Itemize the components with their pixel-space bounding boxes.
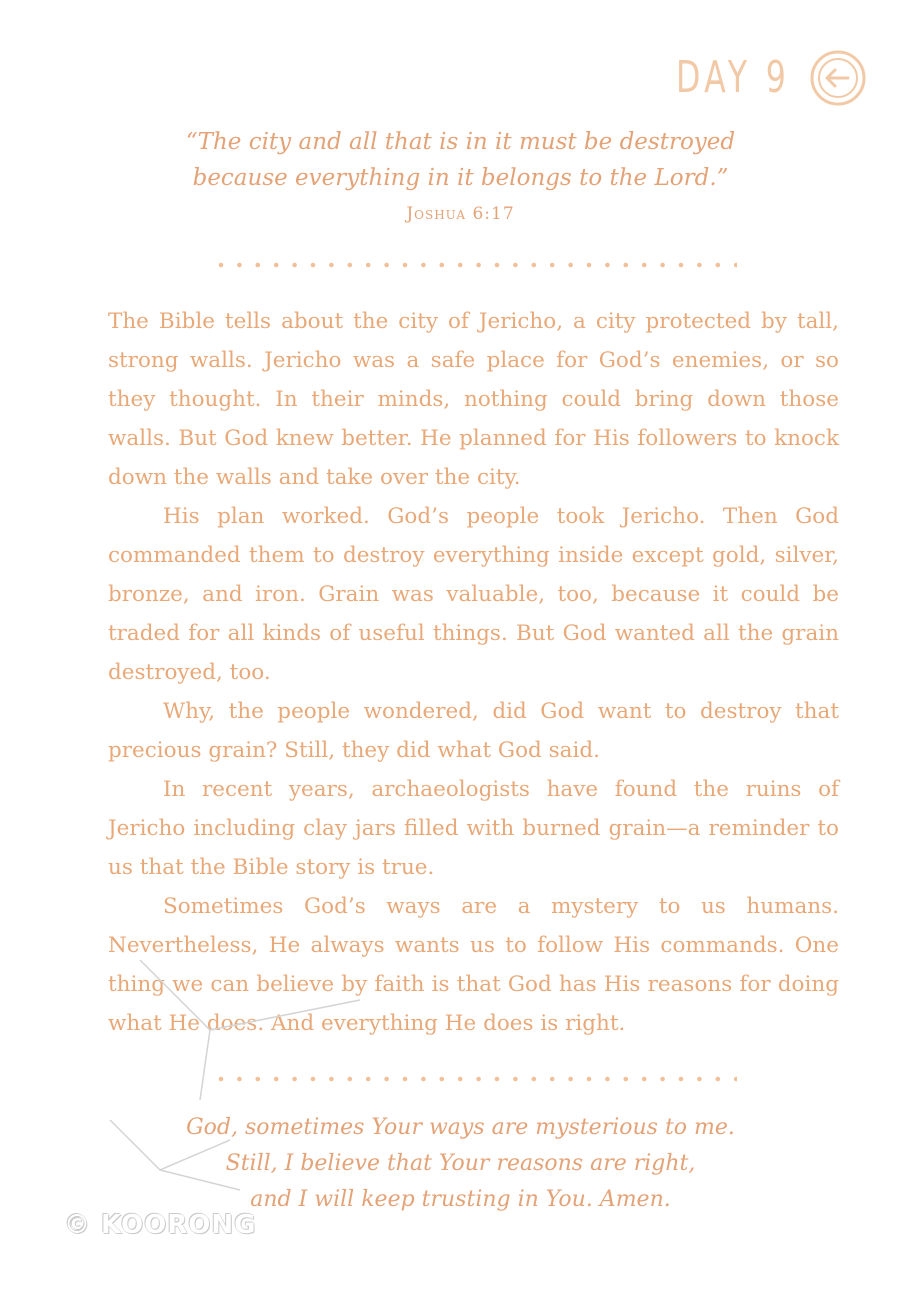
divider-dot: [495, 263, 500, 268]
divider-dot: [660, 1077, 665, 1082]
body-paragraph: In recent years, archaeologists have found the ruins of Jericho including clay jars filled with burned grain—a reminder to us that the Bible story is true.: [108, 777, 839, 880]
divider-dot: [605, 1077, 610, 1082]
divider-dot: [476, 263, 481, 268]
divider-dot: [219, 263, 224, 268]
prayer-line: Still, I believe that Your reasons are right,: [225, 1151, 696, 1176]
divider-dot: [440, 263, 445, 268]
divider-dot: [292, 263, 297, 268]
divider-dot: [532, 1077, 537, 1082]
divider-dot: [384, 263, 389, 268]
divider-dot: [458, 1077, 463, 1082]
divider-dot: [697, 263, 702, 268]
divider-dot: [716, 263, 721, 268]
body-paragraph: Sometimes God’s ways are a mystery to us humans. Nevertheless, He always wants us to follow His commands. One thing we can believe by faith is that God has His reasons for doing what He does. And everything He does is right.: [108, 894, 839, 1036]
prayer-line: God, sometimes Your ways are mysterious to me.: [186, 1115, 735, 1140]
divider-dot: [274, 263, 279, 268]
body-paragraph: The Bible tells about the city of Jericho, a city protected by tall, strong walls. Jericho was a safe place for God’s enemies, or so they thought. In their minds, nothing could bring down those walls. But God knew better. He planned for His followers to knock down the walls and take over the city.: [108, 309, 839, 490]
divider-dot: [568, 1077, 573, 1082]
quote-line: because everything in it belongs to the Lord.”: [192, 165, 729, 191]
divider-dot: [421, 263, 426, 268]
divider-dot: [624, 1077, 629, 1082]
prayer-line: and I will keep trusting in You. Amen.: [250, 1187, 671, 1212]
devotional-body: [108, 302, 839, 1043]
divider-dot: [366, 263, 371, 268]
scripture-quote: [0, 124, 921, 196]
divider-dot: [329, 263, 334, 268]
divider-dot: [568, 263, 573, 268]
divider-dot: [311, 263, 316, 268]
divider-dot: [642, 263, 647, 268]
divider-dot: [716, 1077, 721, 1082]
divider-dot: [348, 263, 353, 268]
divider-dot: [458, 263, 463, 268]
divider-dot: [605, 263, 610, 268]
quote-line: “The city and all that is in it must be destroyed: [185, 129, 736, 155]
divider-dot: [587, 1077, 592, 1082]
day-label: DAY 9: [676, 52, 791, 103]
divider-dot: [624, 263, 629, 268]
divider-dot: [697, 1077, 702, 1082]
divider-dot: [513, 1077, 518, 1082]
dotted-divider-top: [217, 261, 737, 269]
divider-dot: [476, 1077, 481, 1082]
divider-dot: [550, 263, 555, 268]
divider-dot: [440, 1077, 445, 1082]
body-paragraph: His plan worked. God’s people took Jericho. Then God commanded them to destroy everything inside except gold, silver, bronze, and iron. Grain was valuable, too, because it could be traded for all kinds of useful things. But God wanted all the grain destroyed, too.: [108, 504, 839, 685]
watermark-book-outline: [100, 940, 420, 1200]
body-paragraph: Why, the people wondered, did God want to destroy that precious grain? Still, they did what God said.: [108, 699, 839, 763]
circle-back-arrow-icon[interactable]: [808, 48, 868, 108]
divider-dot: [550, 1077, 555, 1082]
divider-dot: [403, 263, 408, 268]
divider-dot: [495, 1077, 500, 1082]
divider-dot: [256, 263, 261, 268]
divider-dot: [587, 263, 592, 268]
divider-dot: [679, 1077, 684, 1082]
scripture-reference: Joshua 6:17: [406, 204, 515, 224]
divider-dot: [679, 263, 684, 268]
divider-dot: [513, 263, 518, 268]
divider-dot: [421, 1077, 426, 1082]
divider-dot: [660, 263, 665, 268]
watermark: © KOORONG: [64, 1210, 257, 1240]
divider-dot: [642, 1077, 647, 1082]
day-header: [676, 52, 835, 103]
divider-dot: [734, 1077, 737, 1082]
divider-dot: [734, 263, 737, 268]
divider-dot: [532, 263, 537, 268]
divider-dot: [237, 263, 242, 268]
